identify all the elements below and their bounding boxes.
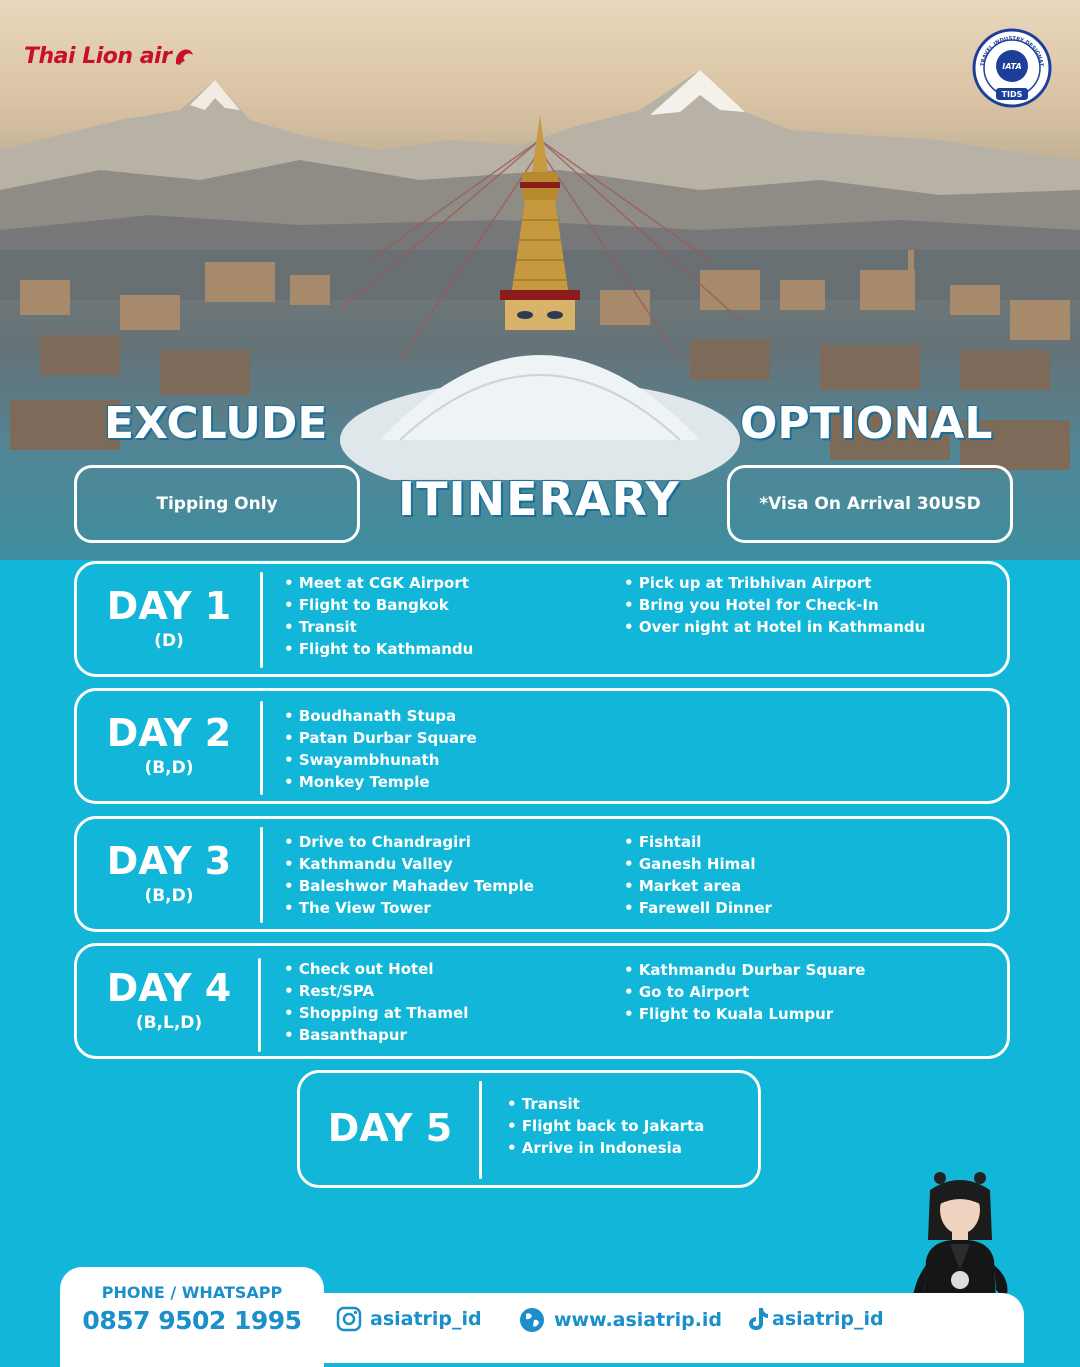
activity-item: • Flight to Bangkok [284,594,473,616]
activity-item: • Kathmandu Valley [284,853,534,875]
activity-list-right [624,831,772,919]
activity-item: • Boudhanath Stupa [284,705,477,727]
activity-item: • Arrive in Indonesia [507,1137,704,1159]
activity-item: • Basanthapur [284,1024,468,1046]
badge-center-text: IATA [1002,62,1022,71]
day-title: DAY 3 [106,839,232,884]
activity-item: • Check out Hotel [284,958,468,980]
tiktok-handle: asiatrip_id [772,1308,884,1330]
badge-label: TIDS [1001,90,1023,99]
day-label [77,691,261,801]
day-title: DAY 2 [106,711,232,756]
activity-item: • Meet at CGK Airport [284,572,473,594]
globe-icon [518,1306,546,1334]
day-meals: (B,D) [144,757,194,778]
activity-item: • Farewell Dinner [624,897,772,919]
day-title: DAY 5 [327,1106,453,1151]
exclude-box [74,465,360,543]
day-label [77,819,261,929]
activity-item: • Transit [284,616,473,638]
iata-tids-badge [972,28,1052,108]
day-meals: (B,L,D) [135,1012,203,1033]
activity-item: • Pick up at Tribhivan Airport [624,572,925,594]
day-label [77,564,261,674]
lion-head-icon [173,46,195,68]
activity-item: • Shopping at Thamel [284,1002,468,1024]
activity-item: • Baleshwor Mahadev Temple [284,875,534,897]
activity-item: • Flight to Kathmandu [284,638,473,660]
brand-logo [24,44,195,69]
activity-item: • Flight back to Jakarta [507,1115,704,1137]
activity-item: • Kathmandu Durbar Square [624,959,865,981]
day-divider [260,701,263,795]
website-url: www.asiatrip.id [554,1309,723,1331]
activity-item: • Over night at Hotel in Kathmandu [624,616,925,638]
activity-item: • Swayambhunath [284,749,477,771]
activity-item: • Market area [624,875,772,897]
activity-list-left [284,572,473,660]
phone-label: PHONE / WHATSAPP [101,1283,283,1302]
optional-text: *Visa On Arrival 30USD [759,494,981,514]
itinerary-heading: ITINERARY [398,472,680,526]
optional-box [727,465,1013,543]
activity-item: • Fishtail [624,831,772,853]
activity-item: • Drive to Chandragiri [284,831,534,853]
activity-item: • The View Tower [284,897,534,919]
activity-item: • Bring you Hotel for Check-In [624,594,925,616]
day-card-3 [74,816,1010,932]
badge-ring-text: TRAVEL INDUSTRY DESIGNAT [980,35,1044,67]
day-meals: (D) [154,630,184,651]
optional-heading: OPTIONAL [740,398,993,449]
activity-item: • Flight to Kuala Lumpur [624,1003,865,1025]
stupa-illustration [340,110,740,480]
activity-list-left [284,831,534,919]
instagram-handle: asiatrip_id [370,1308,482,1330]
activity-list-left [284,705,477,793]
exclude-heading: EXCLUDE [104,398,328,449]
activity-list-left [507,1093,704,1159]
activity-list-right [624,572,925,638]
day-title: DAY 1 [106,584,232,629]
instagram-icon [336,1306,362,1332]
exclude-text: Tipping Only [156,494,278,514]
day-divider [260,827,263,923]
day-divider [479,1081,482,1179]
day-divider [258,958,261,1052]
activity-list-right [624,959,865,1025]
activity-item: • Monkey Temple [284,771,477,793]
tiktok-icon [746,1306,770,1332]
day-card-5 [297,1070,761,1188]
activity-item: • Rest/SPA [284,980,468,1002]
activity-list-left [284,958,468,1046]
phone-number[interactable]: 0857 9502 1995 [82,1306,302,1335]
activity-item: • Patan Durbar Square [284,727,477,749]
day-label [77,946,261,1056]
phone-contact-panel [60,1267,324,1367]
tiktok-link[interactable] [746,1306,884,1332]
activity-item: • Ganesh Himal [624,853,772,875]
day-card-4 [74,943,1010,1059]
activity-item: • Transit [507,1093,704,1115]
day-title: DAY 4 [106,966,232,1011]
day-divider [260,572,263,668]
brand-name: Thai Lion air [24,44,172,69]
website-link[interactable] [518,1306,722,1334]
day-card-1 [74,561,1010,677]
instagram-link[interactable] [336,1306,482,1332]
iata-badge-icon [972,28,1052,108]
day-meals: (B,D) [144,885,194,906]
day-card-2 [74,688,1010,804]
activity-item: • Go to Airport [624,981,865,1003]
day-label [300,1073,480,1185]
